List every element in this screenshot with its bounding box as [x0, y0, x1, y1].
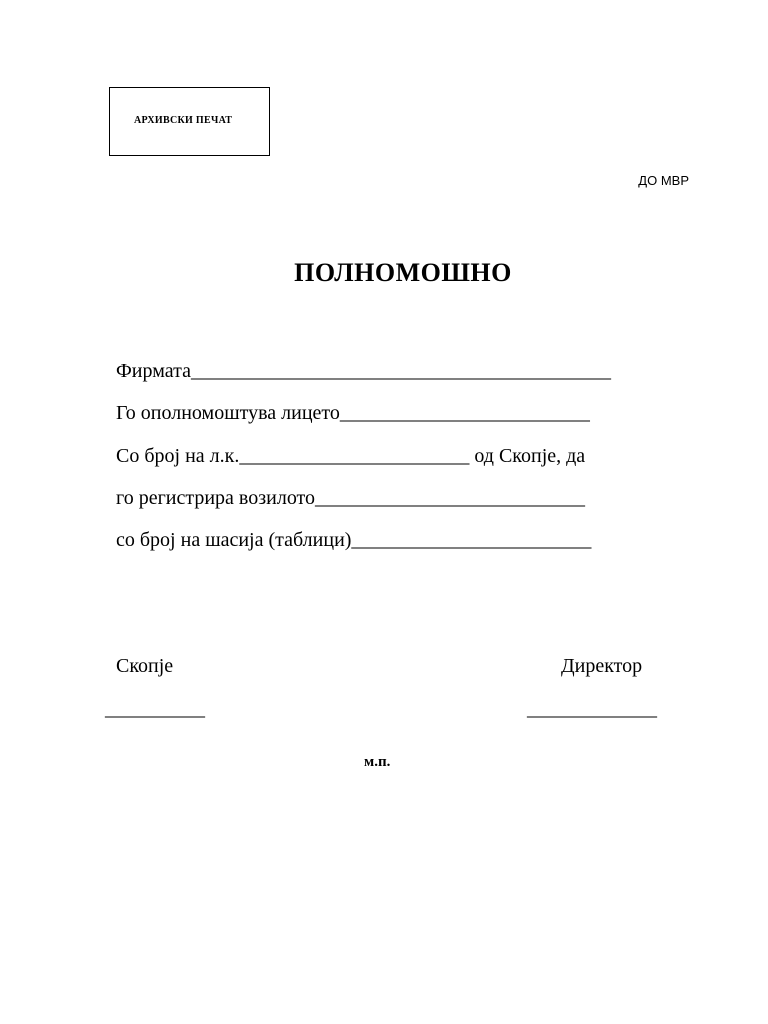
authorized-person-line: Го ополномоштува лицето_________________________: [116, 402, 590, 424]
recipient-label: ДО МВР: [638, 173, 689, 188]
company-line: Фирмата__________________________________________: [116, 360, 611, 382]
archive-stamp-label: АРХИВСКИ ПЕЧАТ: [134, 115, 233, 126]
chassis-line: со број на шасија (таблици)________________________: [116, 529, 592, 551]
vehicle-line: го регистрира возилото___________________________: [116, 487, 586, 509]
director-signature-line: _____________: [527, 698, 657, 720]
document-title: ПОЛНОМОШНО: [294, 258, 512, 287]
place-label: Скопје: [116, 655, 174, 677]
archive-stamp-box: [109, 87, 270, 156]
date-signature-line: __________: [105, 698, 205, 720]
director-label: Директор: [561, 655, 643, 677]
id-card-line: Со број на л.к._______________________ од Скопје, да: [116, 445, 586, 467]
seal-place-label: м.п.: [364, 754, 391, 770]
